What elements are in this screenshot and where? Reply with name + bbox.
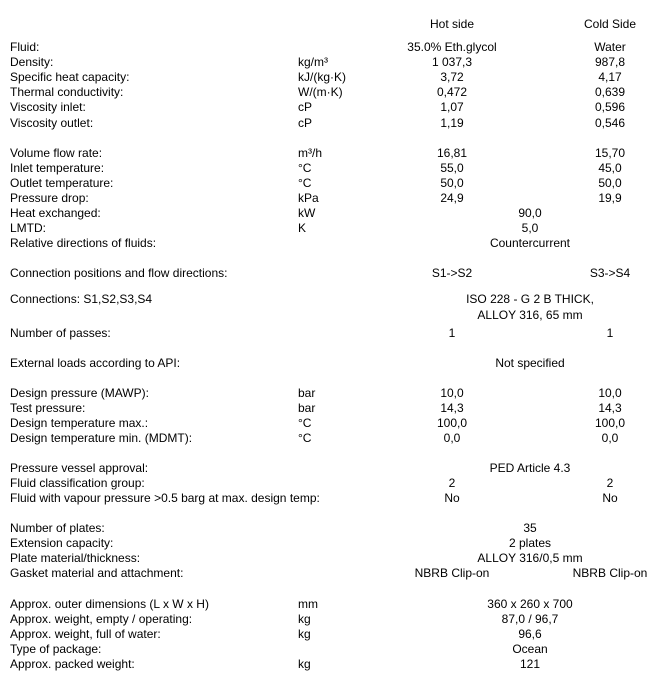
label: Specific heat capacity: (10, 70, 130, 84)
unit: W/(m·K) (298, 85, 343, 99)
label: Type of package: (10, 642, 102, 656)
hot-value: 1 037,3 (431, 55, 473, 69)
cold-value: 10,0 (598, 386, 622, 400)
unit: bar (298, 386, 316, 400)
cold-value: 2 (606, 476, 614, 490)
label: Volume flow rate: (10, 146, 103, 160)
shared-value: 96,6 (518, 627, 542, 641)
label: Approx. packed weight: (10, 657, 135, 671)
spec-row (0, 356, 663, 371)
spec-row (0, 401, 663, 416)
hot-value: 0,472 (436, 85, 468, 99)
spec-row (0, 657, 663, 672)
label: Test pressure: (10, 401, 86, 415)
label: Density: (10, 55, 54, 69)
unit: K (298, 221, 307, 235)
cold-value: 19,9 (598, 191, 622, 205)
spec-row (0, 236, 663, 251)
unit: kJ/(kg·K) (298, 70, 346, 84)
spec-row (0, 521, 663, 536)
label: Pressure drop: (10, 191, 89, 205)
label: Approx. weight, empty / operating: (10, 612, 193, 626)
hot-value: 1,07 (440, 100, 464, 114)
spec-row (0, 176, 663, 191)
unit: kg (298, 657, 311, 671)
unit: cP (298, 116, 313, 130)
label: Fluid classification group: (10, 476, 145, 490)
spec-row (0, 308, 663, 323)
spec-row (0, 612, 663, 627)
label: Design temperature min. (MDMT): (10, 431, 193, 445)
cold-value: 0,596 (594, 100, 626, 114)
cold-value: 0,639 (594, 85, 626, 99)
spec-row (0, 326, 663, 341)
spec-row (0, 85, 663, 100)
hot-value: 1 (448, 326, 456, 340)
spec-row (0, 100, 663, 115)
shared-value: PED Article 4.3 (489, 461, 571, 475)
label: Design pressure (MAWP): (10, 386, 149, 400)
label: Number of plates: (10, 521, 105, 535)
hot-value: 100,0 (436, 416, 468, 430)
label: Connections: S1,S2,S3,S4 (10, 292, 153, 306)
label: Thermal conductivity: (10, 85, 124, 99)
spec-row (0, 161, 663, 176)
hot-value: 14,3 (440, 401, 464, 415)
column-headers (0, 17, 663, 32)
shared-value: ALLOY 316/0,5 mm (477, 551, 583, 565)
unit: kg (298, 627, 311, 641)
spec-row (0, 40, 663, 55)
unit: bar (298, 401, 316, 415)
cold-value: 15,70 (594, 146, 626, 160)
hot-side-header: Hot side (429, 17, 475, 31)
label: Viscosity outlet: (10, 116, 94, 130)
spec-row (0, 476, 663, 491)
shared-value: 87,0 / 96,7 (501, 612, 559, 626)
cold-value: S3->S4 (589, 266, 631, 280)
spec-row (0, 70, 663, 85)
label: Pressure vessel approval: (10, 461, 149, 475)
label: Gasket material and attachment: (10, 566, 184, 580)
unit: °C (298, 161, 312, 175)
shared-value: Ocean (512, 642, 548, 656)
spec-row (0, 386, 663, 401)
hot-value: 10,0 (440, 386, 464, 400)
cold-value: 100,0 (594, 416, 626, 430)
unit: °C (298, 416, 312, 430)
spec-row (0, 55, 663, 70)
unit: cP (298, 100, 313, 114)
cold-value: 0,0 (601, 431, 619, 445)
label: Inlet temperature: (10, 161, 105, 175)
cold-value: 1 (606, 326, 614, 340)
cold-value: 14,3 (598, 401, 622, 415)
hot-value: S1->S2 (431, 266, 473, 280)
shared-value: 2 plates (508, 536, 552, 550)
cold-value: No (602, 491, 618, 505)
cold-value: 987,8 (594, 55, 626, 69)
spec-row (0, 292, 663, 307)
label: Connection positions and flow directions: (10, 266, 228, 280)
spec-row (0, 551, 663, 566)
label: Fluid: (10, 40, 40, 54)
hot-value: 24,9 (440, 191, 464, 205)
cold-value: 0,546 (594, 116, 626, 130)
label: Outlet temperature: (10, 176, 114, 190)
label: Number of passes: (10, 326, 111, 340)
label: Viscosity inlet: (10, 100, 86, 114)
spec-row (0, 416, 663, 431)
label: External loads according to API: (10, 356, 181, 370)
shared-value: 35 (523, 521, 537, 535)
label: Relative directions of fluids: (10, 236, 157, 250)
hot-value: NBRB Clip-on (414, 566, 490, 580)
label: Extension capacity: (10, 536, 114, 550)
label: Design temperature max.: (10, 416, 149, 430)
hot-value: 1,19 (440, 116, 464, 130)
unit: °C (298, 176, 312, 190)
unit: kW (298, 206, 316, 220)
cold-value: Water (594, 40, 626, 54)
spec-row (0, 597, 663, 612)
hot-value: No (444, 491, 460, 505)
spec-row (0, 191, 663, 206)
cold-value: 50,0 (598, 176, 622, 190)
hot-value: 2 (448, 476, 456, 490)
unit: kg/m³ (298, 55, 328, 69)
hot-value: 3,72 (440, 70, 464, 84)
cold-value: 4,17 (598, 70, 622, 84)
hot-value: 35.0% Eth.glycol (407, 40, 497, 54)
hot-value: 16,81 (436, 146, 468, 160)
unit: kg (298, 612, 311, 626)
spec-row (0, 221, 663, 236)
spec-row (0, 431, 663, 446)
spec-row (0, 627, 663, 642)
label: Fluid with vapour pressure >0.5 barg at max. design temp: (10, 491, 320, 505)
label: LMTD: (10, 221, 46, 235)
unit: kPa (298, 191, 319, 205)
unit: °C (298, 431, 312, 445)
hot-value: 55,0 (440, 161, 464, 175)
shared-value: ALLOY 316, 65 mm (477, 308, 583, 322)
shared-value: 90,0 (518, 206, 542, 220)
label: Approx. weight, full of water: (10, 627, 161, 641)
spec-row (0, 536, 663, 551)
hot-value: 0,0 (443, 431, 461, 445)
label: Approx. outer dimensions (L x W x H) (10, 597, 209, 611)
shared-value: 5,0 (521, 221, 539, 235)
shared-value: Not specified (495, 356, 565, 370)
spec-row (0, 116, 663, 131)
hot-value: 50,0 (440, 176, 464, 190)
cold-side-header: Cold Side (583, 17, 637, 31)
spec-row (0, 146, 663, 161)
spec-row (0, 266, 663, 281)
shared-value: Countercurrent (489, 236, 571, 250)
unit: mm (298, 597, 318, 611)
cold-value: 45,0 (598, 161, 622, 175)
unit: m³/h (298, 146, 322, 160)
spec-row (0, 566, 663, 581)
spec-row (0, 642, 663, 657)
label: Heat exchanged: (10, 206, 101, 220)
shared-value: ISO 228 - G 2 B THICK, (466, 292, 594, 306)
label: Plate material/thickness: (10, 551, 141, 565)
cold-value: NBRB Clip-on (572, 566, 648, 580)
spec-row (0, 461, 663, 476)
shared-value: 360 x 260 x 700 (487, 597, 573, 611)
spec-row (0, 206, 663, 221)
shared-value: 121 (519, 657, 541, 671)
spec-row (0, 491, 663, 506)
